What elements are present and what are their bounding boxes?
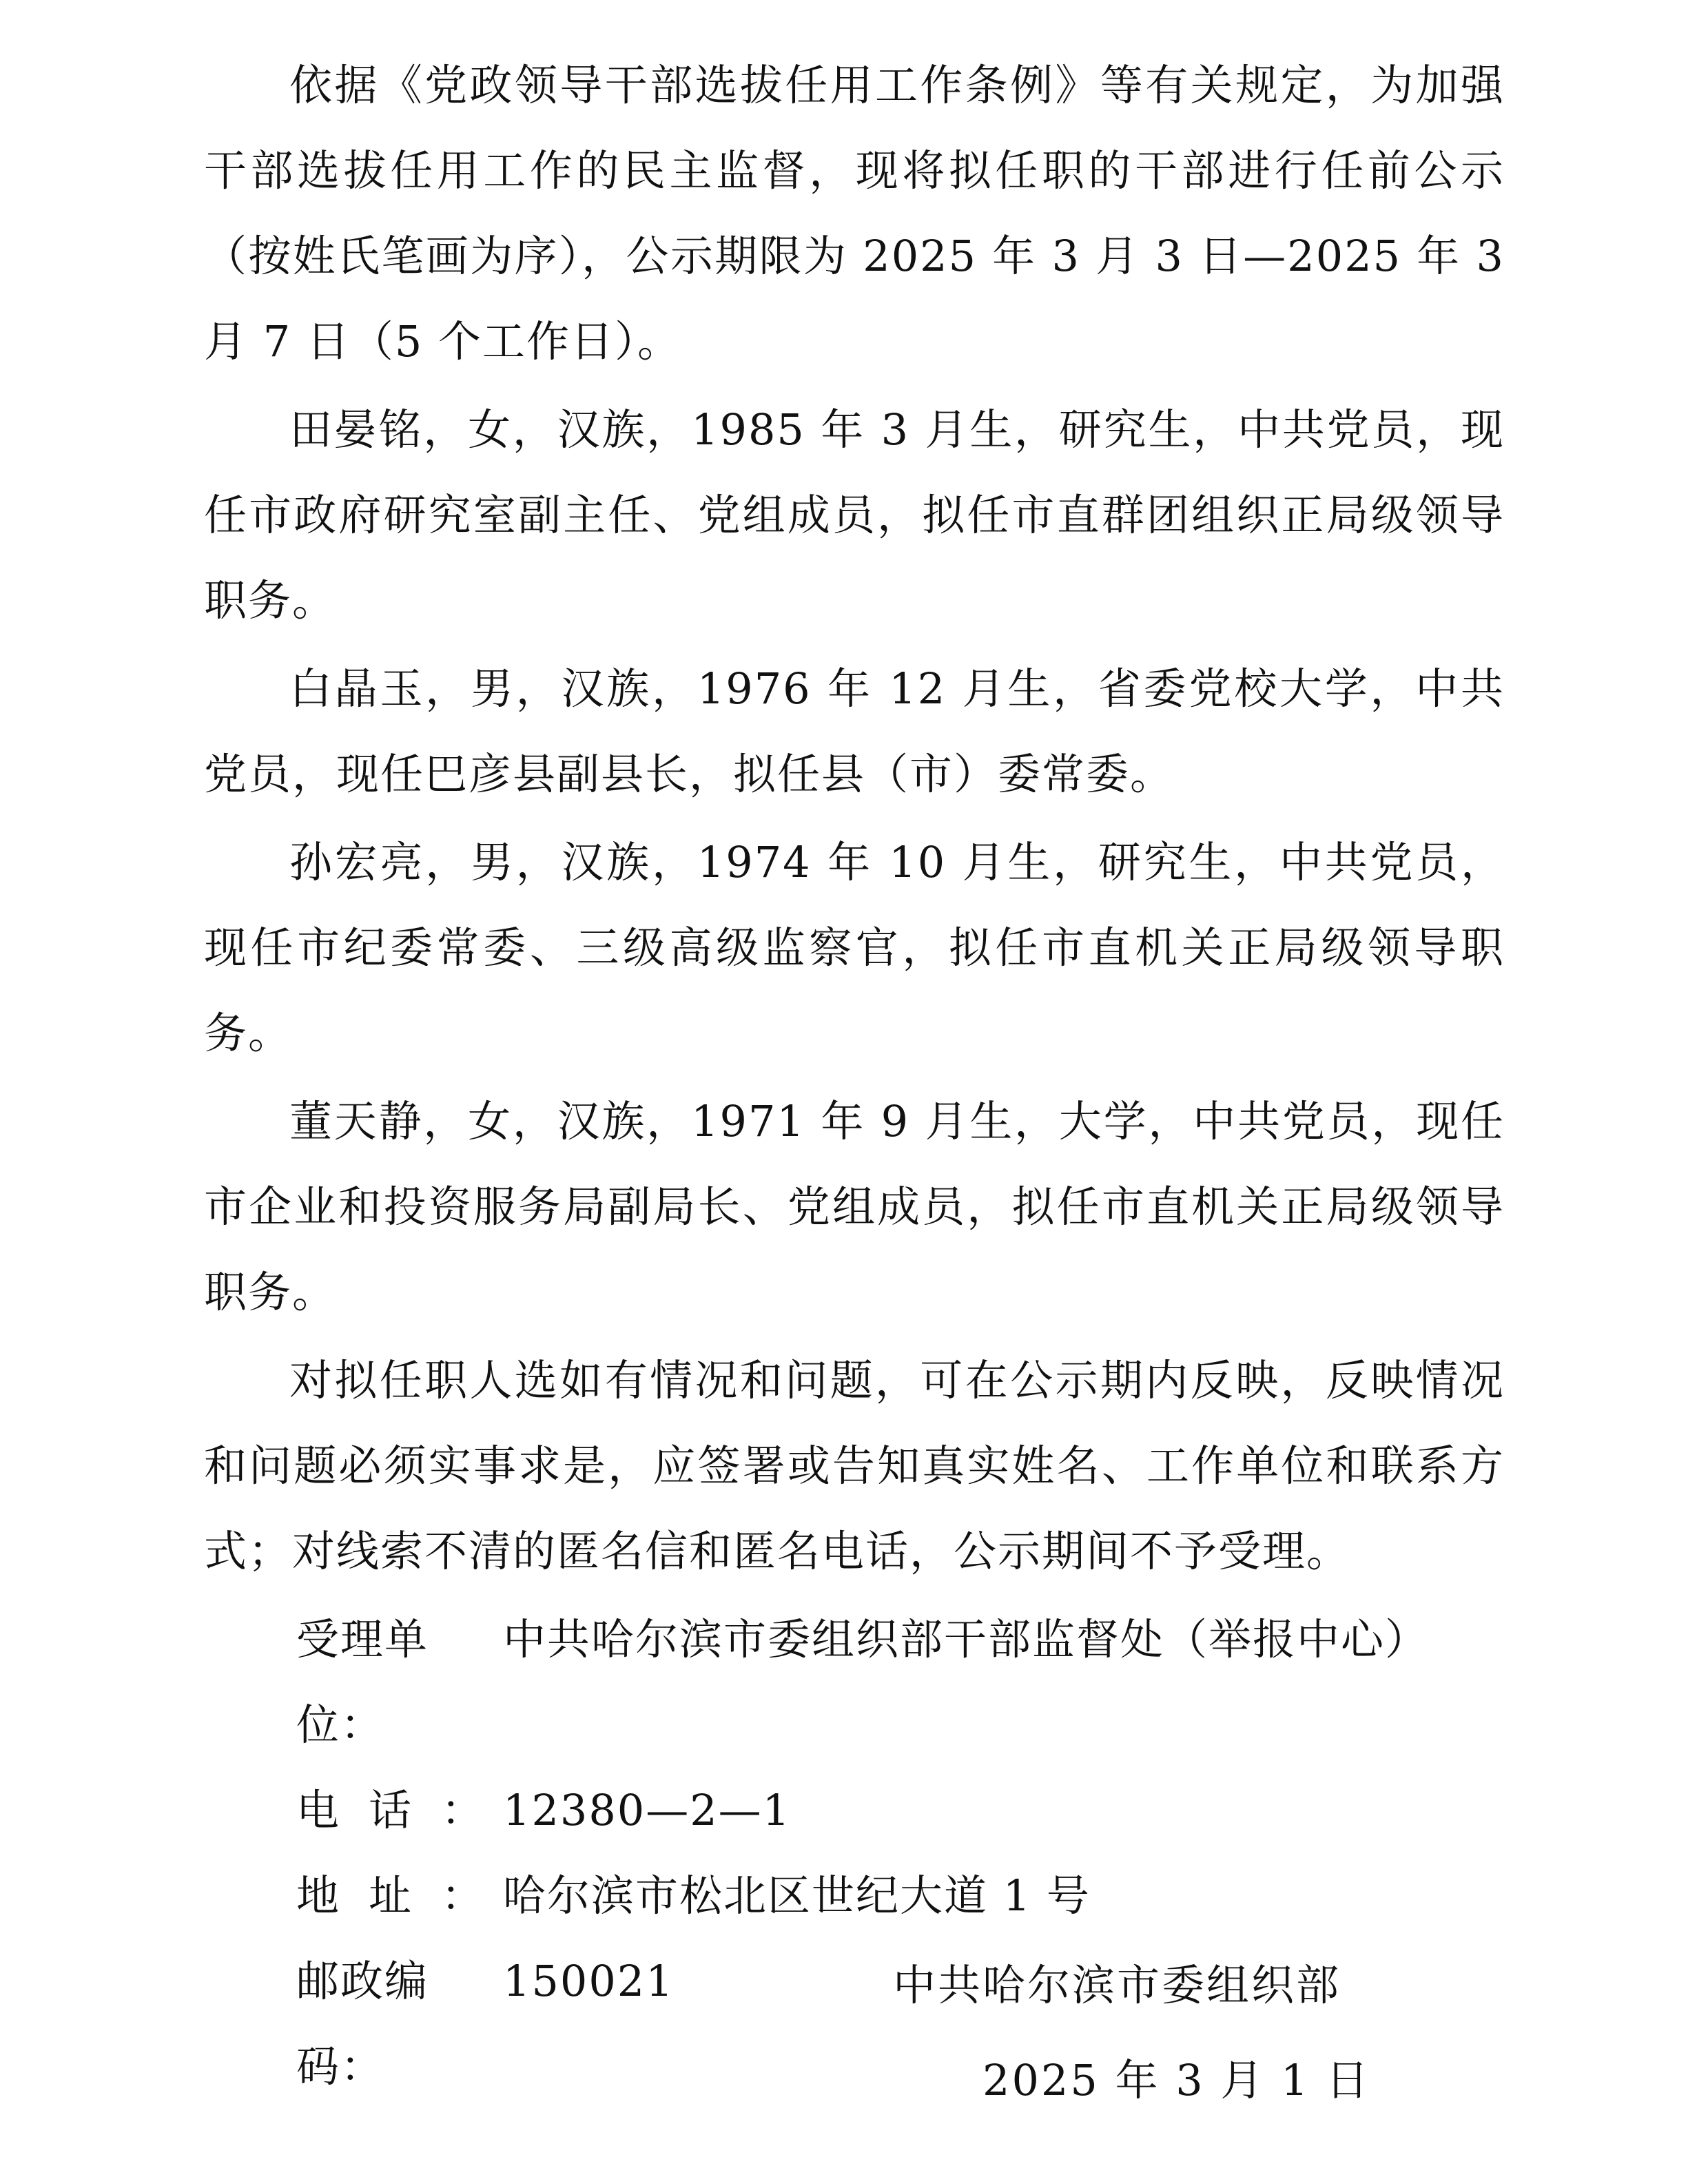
contact-label-phone: 电话： (296, 1785, 485, 1835)
contact-value-postcode: 150021 (503, 1956, 675, 2006)
notice-body (204, 43, 1505, 2109)
contact-value-address: 哈尔滨市松北区世纪大道 1 号 (503, 1870, 1091, 1921)
contact-label-postcode: 邮政编码： (296, 1956, 429, 2092)
contact-label-address: 地址： (296, 1870, 485, 1921)
candidate-paragraph-1: 田晏铭，女，汉族，1985 年 3 月生，研究生，中共党员，现任市政府研究室副主任、党组成员，拟任市直群团组织正局级领导职务。 (204, 404, 1505, 626)
candidate-paragraph-4: 董天静，女，汉族，1971 年 9 月生，大学，中共党员，现任市企业和投资服务局副局长、党组成员，拟任市直机关正局级领导职务。 (204, 1096, 1505, 1317)
contact-value-phone: 12380—2—1 (503, 1785, 792, 1835)
candidate-paragraph-2: 白晶玉，男，汉族，1976 年 12 月生，省委党校大学，中共党员，现任巴彦县副县长，拟任县（市）委常委。 (204, 663, 1505, 799)
contact-row-address (204, 1853, 1505, 1939)
contact-label-office: 受理单位： (296, 1614, 429, 1750)
signature-date: 2025 年 3 月 1 日 (982, 2055, 1371, 2105)
feedback-paragraph: 对拟任职人选如有情况和问题，可在公示期内反映，反映情况和问题必须实事求是，应签署或告知真实姓名、工作单位和联系方式；对线索不清的匿名信和匿名电话，公示期间不予受理。 (204, 1355, 1505, 1576)
candidate-paragraph-3: 孙宏亮，男，汉族，1974 年 10 月生，研究生，中共党员，现任市纪委常委、三级高级监察官，拟任市直机关正局级领导职务。 (204, 837, 1505, 1058)
contact-row-phone (204, 1768, 1505, 1853)
contact-value-office: 中共哈尔滨市委组织部干部监督处（举报中心） (503, 1614, 1430, 1664)
contact-row-office (204, 1597, 1505, 1768)
signature-organization: 中共哈尔滨市委组织部 (893, 1960, 1341, 2010)
signature-block (893, 1943, 1499, 2123)
intro-paragraph: 依据《党政领导干部选拔任用工作条例》等有关规定，为加强干部选拔任用工作的民主监督，现将拟任职的干部进行任前公示（按姓氏笔画为序），公示期限为 2025 年 3 月 3 日—2025 年 3 月 7 日（5 个工作日）。 (204, 60, 1505, 367)
